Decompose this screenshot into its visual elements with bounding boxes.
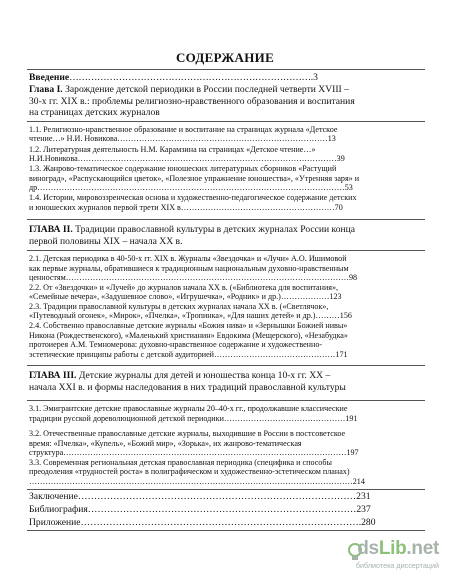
toc-entry-bibliography[interactable]: Библиография…………………………………………………………………………237 xyxy=(29,504,371,515)
logo-part: ds xyxy=(357,538,379,559)
toc-entry-3-3[interactable]: 3.3. Современная региональная детская православная периодика (специфика и способы xyxy=(29,458,332,467)
toc-entry-1-1-cont[interactable]: чтение…» Н.И. Новикова……………………………………………………………………13 xyxy=(29,134,336,143)
rule xyxy=(27,365,425,366)
chapter-3-label: ГЛАВА III. xyxy=(29,370,77,381)
toc-entry-appendix[interactable]: Приложение…………………………………………………………………………….280 xyxy=(29,517,376,528)
toc-entry-3-3-cont[interactable]: …………………………………………………………………………………………………………214 xyxy=(29,477,365,486)
toc-entry-3-2-cont[interactable]: структура……………………………………………………………………………………………197 xyxy=(29,448,359,457)
chapter-1-heading-line-3: на страницах детских журналов xyxy=(29,107,160,118)
rule xyxy=(27,121,425,122)
toc-entry-3-3-cont[interactable]: преодоления «трудностей роста» в полиграфическом и художественно-эстетическом планах) xyxy=(29,467,350,476)
chapter-2-label: ГЛАВА II. xyxy=(29,224,73,235)
toc-entry-2-2-cont[interactable]: «Семейные вечера», «Задушевное слово», «Игрушечка», «Родник» и др.)………………123 xyxy=(29,292,342,301)
toc-entry-2-3[interactable]: 2.3. Традиции православной культуры в детских журналах начала XX в. («Светлячок», xyxy=(29,302,329,311)
toc-entry-1-3-cont[interactable]: виноград», «Распускающийся цветок», «Полезное упражнение юношества», «Утренняя заря» и xyxy=(29,174,360,183)
chapter-3-heading-line-2: начала XXI в. и формы наследования в них традиций православной культуры xyxy=(29,382,346,393)
watermark-subtitle: библиотека диссертаций xyxy=(355,561,439,570)
rule xyxy=(27,250,425,251)
chapter-3-title-part: Детские журналы для детей и юношества конца 10-х гг. XX – xyxy=(76,370,331,381)
chapter-1-period: 30-х гг. XIX в.: xyxy=(29,96,90,107)
toc-entry-conclusion[interactable]: Заключение……………………………………………………………………………231 xyxy=(29,491,371,502)
toc-entry-2-4[interactable]: 2.4. Собственно православные детские журналы «Божия нива» и «Зернышки Божией нивы» xyxy=(29,321,348,330)
rule xyxy=(27,489,425,490)
toc-entry-2-4-cont[interactable]: Никона (Рождественского), «Маленький христианин» Евдокима (Мещерского), «Незабудка» xyxy=(29,331,348,340)
intro-label: Введение xyxy=(29,72,70,83)
page-title: СОДЕРЖАНИЕ xyxy=(175,50,275,65)
chapter-1-heading-line-1[interactable] xyxy=(29,84,424,96)
chapter-2-heading-line-1[interactable] xyxy=(29,224,424,236)
chapter-1-title-part: Зарождение детской периодики в России последней четверти XVIII – xyxy=(62,84,349,95)
chapter-1-heading-line-2 xyxy=(29,96,424,108)
bottom-rule xyxy=(27,530,425,531)
toc-entry-1-3[interactable]: 1.3. Жанрово-тематическое содержание юношеских литературных сборников «Растущий xyxy=(29,164,337,173)
toc-entry-2-4-cont[interactable]: эстетические принципы работы с детской аудиторией………………………………………171 xyxy=(29,350,348,359)
chapter-3-heading-line-1[interactable] xyxy=(29,370,424,382)
watermark-logo xyxy=(357,538,439,560)
toc-entry-2-3-cont[interactable]: «Путеводный огонек», «Мирок», «Пчелка», «Тропинка», «Для наших детей» и др.)………156 xyxy=(29,311,352,320)
logo-part: Lib xyxy=(378,538,407,559)
toc-entry-intro[interactable] xyxy=(29,72,424,84)
top-rule xyxy=(27,69,425,70)
toc-entry-3-2-cont[interactable]: время: «Пчелка», «Купель», «Божий мир», «Зорька», их жанрово-тематическая xyxy=(29,439,302,448)
chapter-2-heading-line-2: первой половины XIX – начала XX в. xyxy=(29,236,183,247)
toc-entry-2-1[interactable]: 2.1. Детская периодика в 40-50-х гг. XIX в. Журналы «Звездочка» и «Лучи» А.О. Ишимовой xyxy=(29,254,347,263)
rule xyxy=(27,219,425,220)
intro-dots: …………………………………………………………………… xyxy=(69,72,311,83)
toc-entry-1-4-cont[interactable]: и юношеских журналов первой трети XIX в…………………………………………………70 xyxy=(29,203,343,212)
toc-entry-1-3-cont[interactable]: др……………………………………………………………………………………………………53 xyxy=(29,183,353,192)
toc-entry-1-4[interactable]: 1.4. Истории, мировоззренческая основа и художественно-педагогическое содержание детских xyxy=(29,193,357,202)
toc-entry-3-1-cont[interactable]: традиции русской дореволюционной детской периодики………………………………………191 xyxy=(29,414,358,423)
chapter-1-title-part: проблемы религиозно-нравственного образования и воспитания xyxy=(89,96,355,107)
toc-entry-3-2[interactable]: 3.2. Отечественные православные детские журналы, выходившие в России в постсоветское xyxy=(29,429,346,438)
chapter-1-label: Глава I. xyxy=(29,84,63,95)
toc-entry-2-1-cont[interactable]: как первые журналы, обратившиеся к традиционным национальным духовно-нравственным xyxy=(29,264,349,273)
toc-entry-2-2[interactable]: 2.2. От «Звездочки» и «Лучей» до журналов начала XX в. («Библиотека для воспитания», xyxy=(29,283,339,292)
toc-entry-2-4-cont[interactable]: протоиерея А.М. Темномерова: духовно-нравственное содержание и художественно- xyxy=(29,340,323,349)
toc-entry-1-2-cont[interactable]: Н.И.Новикова……………………………………………………………………………………39 xyxy=(29,154,345,163)
intro-page: .3 xyxy=(310,72,318,83)
chapter-2-title-part: Традиции православной культуры в детских журналах России конца xyxy=(72,224,356,235)
toc-entry-1-1[interactable]: 1.1. Религиозно-нравственное образование и воспитание на страницах журнала «Детское xyxy=(29,125,338,134)
logo-part: .net xyxy=(406,538,439,559)
toc-entry-2-1-cont[interactable]: ценностям……………………………………………………………………………………………98 xyxy=(29,273,358,282)
watermark xyxy=(345,538,445,576)
toc-entry-1-2[interactable]: 1.2. Литературная деятельность Н.М. Карамзина на страницах «Детское чтение…» xyxy=(29,145,316,154)
toc-entry-3-1[interactable]: 3.1. Эмигрантские детские православные журналы 20–40-х гг., продолжавшие классические xyxy=(29,404,348,413)
rule xyxy=(27,400,425,401)
